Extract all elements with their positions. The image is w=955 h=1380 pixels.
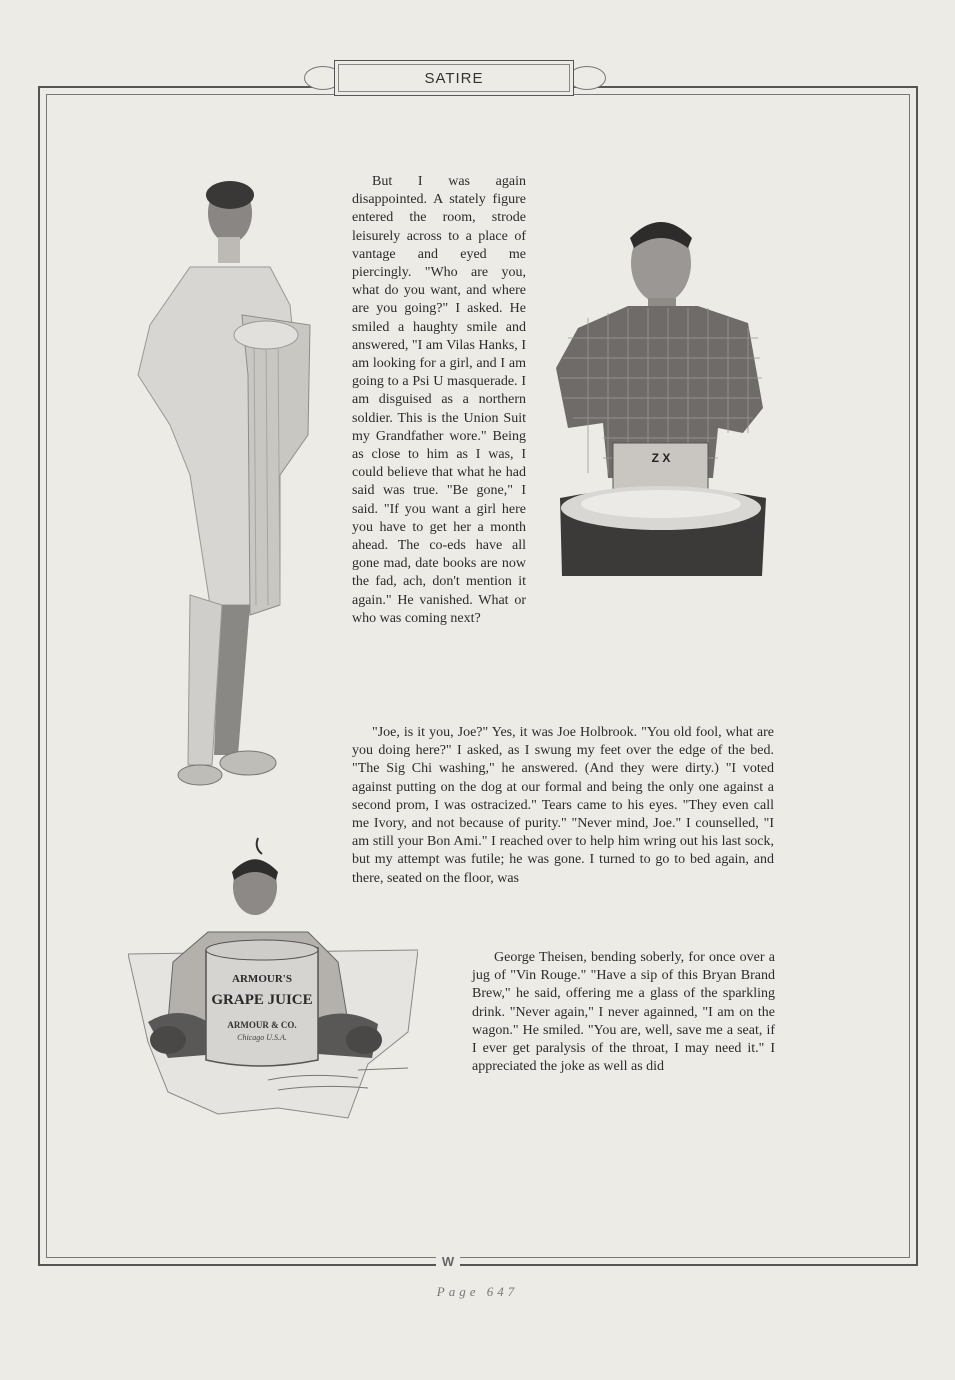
- section-title: SATIRE: [424, 69, 484, 87]
- jug-label-brand: ARMOUR'S: [232, 973, 292, 985]
- article-paragraph-2: "Joe, is it you, Joe?" Yes, it was Joe Holbrook. "You old fool, what are you doing here?" I asked, as I swung my feet over the edge of the bed. "The Sig Chi washing," he answered. (And they were dirty.) "I voted against putting on the dog at our formal and being the only one against a second prom, I was ostracized." Tears came to his eyes. "They even call me Ivory, and not because of purity." "Never mind, Joe." I counselled, "I am still your Bon Ami." I reached over to help him wring out his last sock, but my attempt was futile; he was gone. I turned to go to bed again, and there, seated on the floor, was: [352, 725, 774, 886]
- article-paragraph-3: George Theisen, bending soberly, for once over a jug of "Vin Rouge." "Have a sip of this Bryan Brand Brew," he said, offering me a glass of the sparkling drink. "Never again," I never againned, "I am on the wagon." He smiled. "You are, well, save me a seat, if I ever get paralysis of the throat, I may need it." I appreciated the joke as well as did: [472, 950, 775, 1075]
- photo-washboard-man: [548, 208, 770, 580]
- article-paragraph-1: But I was again disappointed. A stately figure entered the room, strode leisurely across to a place of vantage and eyed me piercingly. "Who are you, what do you want, and where are you going?" I asked. He smiled a haughty smile and answered, "I am Vilas Hanks, I am looking for a girl, and I am going to a Psi U masquerade. I am disguised as a northern soldier. This is the Union Suit my Grandfather wore." Being as close to him as I was, I could believe that what he had said was true. "Be gone," I said. "If you want a girl here you have to get her a month ahead. The co-eds have all gone mad, date books are now the fad, ach, don't mention it again." He vanished. What or who was coming next?: [352, 174, 526, 626]
- page-number: Page 647: [436, 1284, 519, 1299]
- photo-union-suit-man: [130, 175, 325, 805]
- jug-label-product: GRAPE JUICE: [211, 992, 313, 1008]
- section-header: [300, 56, 610, 100]
- jug-label-company: ARMOUR & CO.: [227, 1020, 297, 1030]
- jug-label-city: Chicago U.S.A.: [237, 1033, 287, 1042]
- header-cartouche: [334, 60, 574, 96]
- bottom-w-ornament-icon: W: [436, 1252, 460, 1270]
- washboard-label: Z X: [651, 451, 671, 465]
